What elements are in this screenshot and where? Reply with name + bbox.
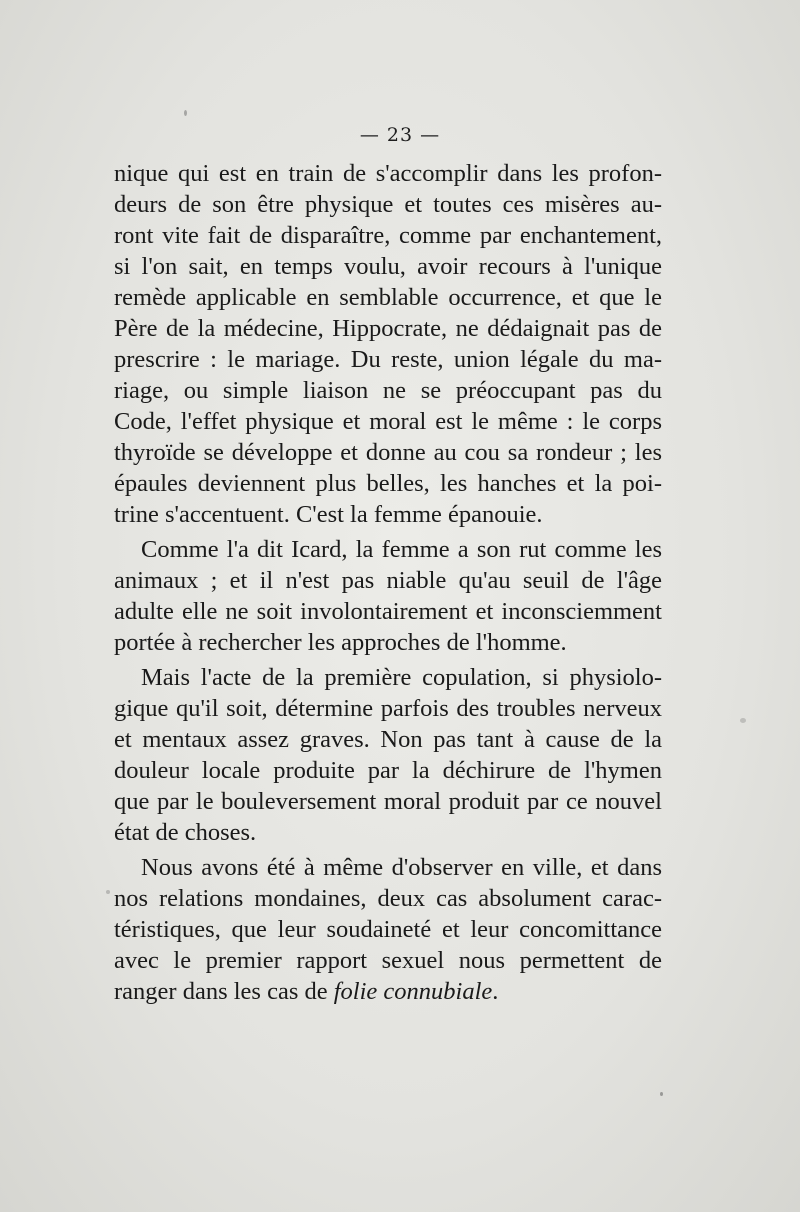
text-line: Comme l'a dit Icard, la femme a son rut comme les <box>141 536 662 563</box>
paper-speck <box>740 718 746 723</box>
text-line: riage, ou simple liaison ne se préoccupant pas du <box>114 377 662 404</box>
text-line: et mentaux assez graves. Non pas tant à cause de la <box>114 726 662 753</box>
text-line: deurs de son être physique et toutes ces misères au- <box>114 191 662 218</box>
text-line: Code, l'effet physique et moral est le même : le corps <box>114 408 662 435</box>
text-line: Père de la médecine, Hippocrate, ne dédaignait pas de <box>114 315 662 342</box>
text-line: prescrire : le mariage. Du reste, union légale du ma- <box>114 346 662 373</box>
text-line: portée à rechercher les approches de l'homme. <box>114 629 567 656</box>
paper-speck <box>106 890 110 894</box>
text-line: Mais l'acte de la première copulation, si physiolo- <box>141 664 662 691</box>
page-number: — 23 — <box>359 124 441 146</box>
text-line: nique qui est en train de s'accomplir dans les profon- <box>114 160 662 187</box>
body-text <box>114 158 662 1007</box>
text-line: nos relations mondaines, deux cas absolument carac- <box>114 885 662 912</box>
paragraph-4 <box>114 852 662 1007</box>
text-line: Nous avons été à même d'observer en ville, et dans <box>141 854 662 881</box>
text-line: gique qu'il soit, détermine parfois des troubles nerveux <box>114 695 662 722</box>
text-line: thyroïde se développe et donne au cou sa rondeur ; les <box>114 439 662 466</box>
paper-speck <box>660 1092 663 1096</box>
text-prefix: ranger dans les cas de <box>114 978 334 1005</box>
text-line: ront vite fait de disparaître, comme par enchantement, <box>114 222 662 249</box>
text-line: épaules deviennent plus belles, les hanches et la poi- <box>114 470 662 497</box>
paragraph-3 <box>114 662 662 848</box>
text-line: si l'on sait, en temps voulu, avoir recours à l'unique <box>114 253 662 280</box>
text-line: état de choses. <box>114 819 257 846</box>
paragraph-1 <box>114 158 662 530</box>
text-line: trine s'accentuent. C'est la femme épanouie. <box>114 501 543 528</box>
text-line: animaux ; et il n'est pas niable qu'au seuil de l'âge <box>114 567 662 594</box>
paper-speck <box>184 110 187 116</box>
text-suffix: . <box>492 978 499 1005</box>
text-line: que par le bouleversement moral produit par ce nouvel <box>114 788 662 815</box>
italic-term: folie connubiale <box>333 978 493 1005</box>
text-line: téristiques, que leur soudaineté et leur concomittance <box>114 916 662 943</box>
text-line: adulte elle ne soit involontairement et inconsciemment <box>114 598 662 625</box>
text-line: douleur locale produite par la déchirure de l'hymen <box>114 757 662 784</box>
text-line-final <box>114 976 662 1007</box>
paragraph-2 <box>114 534 662 658</box>
text-line: avec le premier rapport sexuel nous permettent de <box>114 947 662 974</box>
text-line: remède applicable en semblable occurrence, et que le <box>114 284 662 311</box>
